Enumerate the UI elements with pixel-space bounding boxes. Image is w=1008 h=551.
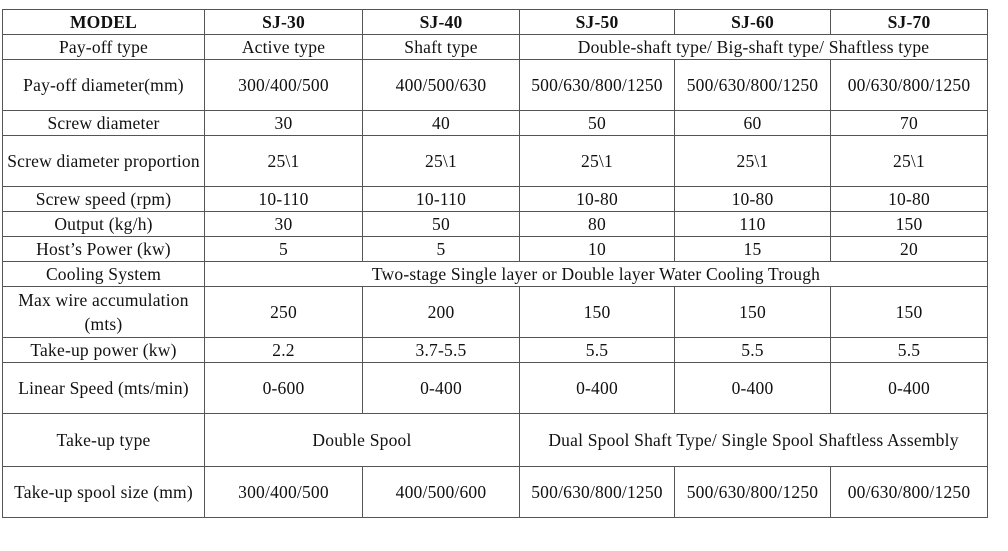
row-label: Screw diameter xyxy=(3,111,205,136)
table-row xyxy=(3,35,988,60)
table-cell: 0-600 xyxy=(205,363,363,414)
row-label: Host’s Power (kw) xyxy=(3,237,205,262)
table-cell: 00/630/800/1250 xyxy=(831,467,988,518)
header-sj50: SJ-50 xyxy=(520,10,675,35)
table-cell: 0-400 xyxy=(675,363,831,414)
table-cell: 25\1 xyxy=(205,136,363,187)
row-label: Linear Speed (mts/min) xyxy=(3,363,205,414)
table-cell: 0-400 xyxy=(831,363,988,414)
table-cell: Double-shaft type/ Big-shaft type/ Shaftless type xyxy=(520,35,988,60)
table-cell: 25\1 xyxy=(363,136,520,187)
table-row xyxy=(3,212,988,237)
spec-table xyxy=(2,9,988,518)
header-model: MODEL xyxy=(3,10,205,35)
table-cell: 300/400/500 xyxy=(205,60,363,111)
table-cell: 400/500/600 xyxy=(363,467,520,518)
header-sj60: SJ-60 xyxy=(675,10,831,35)
table-cell: Two-stage Single layer or Double layer Water Cooling Trough xyxy=(205,262,988,287)
table-row xyxy=(3,262,988,287)
table-cell: Dual Spool Shaft Type/ Single Spool Shaftless Assembly xyxy=(520,414,988,467)
row-label: Take-up power (kw) xyxy=(3,338,205,363)
table-cell: 10-110 xyxy=(205,187,363,212)
table-cell: 15 xyxy=(675,237,831,262)
table-row xyxy=(3,111,988,136)
row-label: Pay-off diameter(mm) xyxy=(3,60,205,111)
table-cell: 25\1 xyxy=(675,136,831,187)
table-cell: 500/630/800/1250 xyxy=(520,60,675,111)
table-cell: 50 xyxy=(363,212,520,237)
table-row xyxy=(3,338,988,363)
table-cell: 500/630/800/1250 xyxy=(675,60,831,111)
table-cell: 2.2 xyxy=(205,338,363,363)
table-cell: 110 xyxy=(675,212,831,237)
table-cell: 60 xyxy=(675,111,831,136)
table-cell: 10-80 xyxy=(520,187,675,212)
table-row xyxy=(3,414,988,467)
header-sj40: SJ-40 xyxy=(363,10,520,35)
row-label: Pay-off type xyxy=(3,35,205,60)
table-row xyxy=(3,287,988,338)
table-cell: 500/630/800/1250 xyxy=(520,467,675,518)
table-cell: 30 xyxy=(205,212,363,237)
table-cell: 0-400 xyxy=(363,363,520,414)
row-label: Take-up spool size (mm) xyxy=(3,467,205,518)
table-cell: 150 xyxy=(675,287,831,338)
table-cell: 00/630/800/1250 xyxy=(831,60,988,111)
table-cell: Double Spool xyxy=(205,414,520,467)
table-cell: 500/630/800/1250 xyxy=(675,467,831,518)
table-cell: 5.5 xyxy=(675,338,831,363)
table-cell: 5 xyxy=(363,237,520,262)
row-label: Cooling System xyxy=(3,262,205,287)
table-cell: 10-80 xyxy=(675,187,831,212)
table-row xyxy=(3,136,988,187)
table-cell: 400/500/630 xyxy=(363,60,520,111)
table-row xyxy=(3,60,988,111)
table-cell: 200 xyxy=(363,287,520,338)
row-label: Screw diameter proportion xyxy=(3,136,205,187)
table-cell: 5.5 xyxy=(831,338,988,363)
table-row xyxy=(3,237,988,262)
row-label: Take-up type xyxy=(3,414,205,467)
table-cell: 0-400 xyxy=(520,363,675,414)
row-label: Output (kg/h) xyxy=(3,212,205,237)
table-cell: 5 xyxy=(205,237,363,262)
table-cell: 30 xyxy=(205,111,363,136)
header-sj30: SJ-30 xyxy=(205,10,363,35)
table-header-row xyxy=(3,10,988,35)
table-cell: 150 xyxy=(831,287,988,338)
table-cell: 150 xyxy=(831,212,988,237)
table-cell: 70 xyxy=(831,111,988,136)
table-cell: 50 xyxy=(520,111,675,136)
row-label: Max wire accumulation (mts) xyxy=(3,287,205,338)
table-cell: 20 xyxy=(831,237,988,262)
table-cell: 10-110 xyxy=(363,187,520,212)
header-sj70: SJ-70 xyxy=(831,10,988,35)
table-cell: 150 xyxy=(520,287,675,338)
table-row xyxy=(3,187,988,212)
table-cell: 10 xyxy=(520,237,675,262)
table-cell: 250 xyxy=(205,287,363,338)
table-cell: 10-80 xyxy=(831,187,988,212)
table-row xyxy=(3,363,988,414)
table-cell: 25\1 xyxy=(520,136,675,187)
table-cell: 40 xyxy=(363,111,520,136)
table-cell: 3.7-5.5 xyxy=(363,338,520,363)
table-cell: 25\1 xyxy=(831,136,988,187)
table-cell: 80 xyxy=(520,212,675,237)
table-cell: 5.5 xyxy=(520,338,675,363)
table-cell: 300/400/500 xyxy=(205,467,363,518)
table-row xyxy=(3,467,988,518)
row-label: Screw speed (rpm) xyxy=(3,187,205,212)
table-cell: Active type xyxy=(205,35,363,60)
table-cell: Shaft type xyxy=(363,35,520,60)
